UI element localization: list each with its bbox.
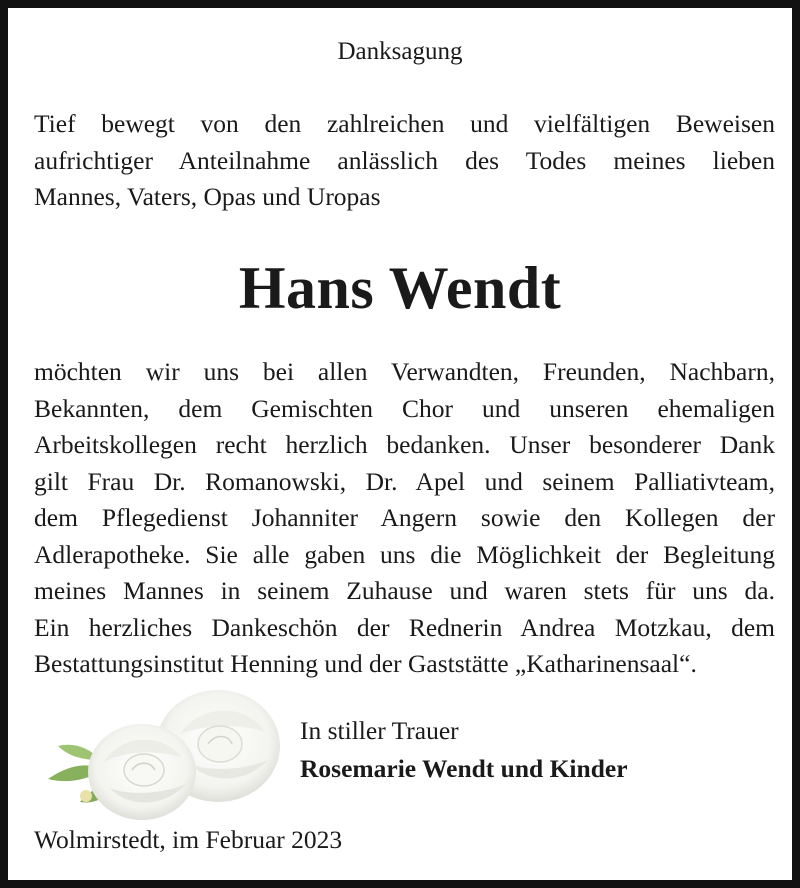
intro-line: aufrichtiger Anteilnahme anlässlich des Todes meines lieben (34, 145, 775, 175)
body-line: meines Mannes in seinem Zuhause und waren stets für uns da. (34, 576, 775, 605)
body-line: Adlerapotheke. Sie alle gaben uns die Möglichkeit der Begleitung (34, 539, 775, 569)
white-roses-image (40, 684, 290, 824)
body-line: gilt Frau Dr. Romanowski, Dr. Apel und seinem Palliativteam, (34, 466, 775, 496)
body-line: Bestattungsinstitut Henning und der Gaststätte „Katharinensaal“. (34, 649, 697, 678)
signature-line: In stiller Trauer (300, 716, 459, 745)
intro-line: Tief bewegt von den zahlreichen und vielfältigen Beweisen (34, 109, 775, 138)
body-line: Ein herzliches Dankeschön der Rednerin Andrea Motzkau, dem (34, 612, 775, 642)
body-line: dem Pflegedienst Johanniter Angern sowie den Kollegen der (34, 503, 775, 532)
signature-names: Rosemarie Wendt und Kinder (300, 754, 628, 783)
deceased-name: Hans Wendt (238, 255, 562, 321)
body-line: Bekannten, dem Gemischten Chor und unseren ehemaligen (34, 393, 775, 423)
intro-line: Mannes, Vaters, Opas und Uropas (34, 182, 381, 211)
intro-paragraph (34, 106, 775, 216)
body-paragraph (34, 354, 775, 683)
notice-heading: Danksagung (337, 38, 463, 65)
body-line: Arbeitskollegen recht herzlich bedanken. Unser besonderer Dank (34, 430, 775, 459)
body-line: möchten wir uns bei allen Verwandten, Freunden, Nachbarn, (34, 357, 775, 386)
signature-block (300, 712, 628, 788)
place-and-date: Wolmirstedt, im Februar 2023 (34, 825, 343, 854)
